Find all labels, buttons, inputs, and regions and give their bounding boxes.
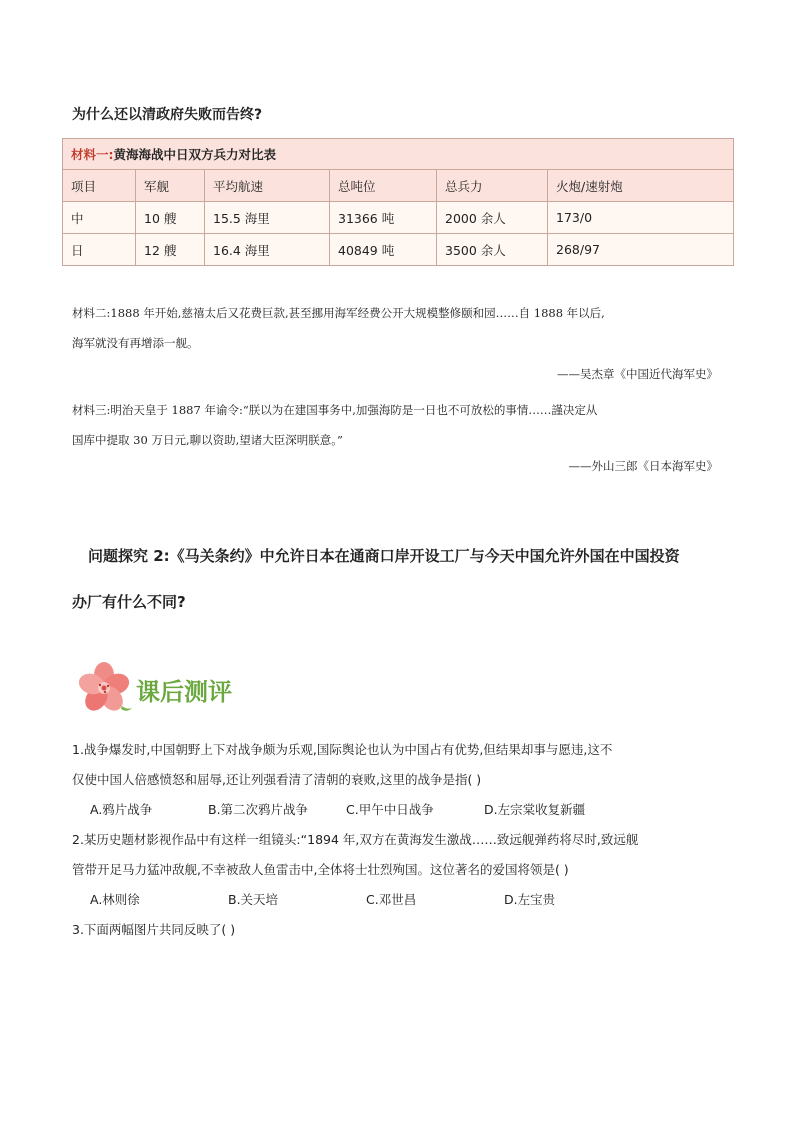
option-b[interactable]: B.第二次鸦片战争: [208, 802, 309, 817]
question-1-line1: 1.战争爆发时,中国朝野上下对战争颇为乐观,国际舆论也认为中国占有优势,但结果却事与愿违,这不: [72, 742, 613, 757]
header-cell: 军舰: [136, 170, 205, 202]
table-caption: [63, 139, 734, 170]
option-c[interactable]: C.邓世昌: [366, 892, 417, 907]
table-cell: 日: [63, 234, 136, 266]
question-2-options: [72, 885, 732, 915]
material2-source: ——吴杰章《中国近代海军史》: [557, 367, 718, 381]
quiz-list: [72, 735, 732, 945]
header-cell: 总吨位: [330, 170, 437, 202]
option-c[interactable]: C.甲午中日战争: [346, 802, 434, 817]
table-cell: 16.4 海里: [205, 234, 330, 266]
table-cell: 12 艘: [136, 234, 205, 266]
question-2: [72, 825, 732, 915]
table-cell: 10 艘: [136, 202, 205, 234]
option-a[interactable]: A.林则徐: [90, 892, 140, 907]
table-cell: 15.5 海里: [205, 202, 330, 234]
inquiry2-line2: 办厂有什么不同?: [72, 593, 186, 611]
caption-lead: 材料一:: [71, 147, 114, 162]
table-row: [63, 202, 734, 234]
material3-line2: 国库中提取 30 万日元,聊以资助,望诸大臣深明朕意。”: [72, 433, 343, 447]
material2-line2: 海军就没有再增添一舰。: [72, 336, 199, 350]
material2: [72, 298, 722, 358]
option-d[interactable]: D.左宝贵: [504, 892, 556, 907]
table-cell: 268/97: [548, 234, 734, 266]
table-cell: 31366 吨: [330, 202, 437, 234]
header-cell: 火炮/速射炮: [548, 170, 734, 202]
question-1: [72, 735, 732, 825]
header-cell: 平均航速: [205, 170, 330, 202]
option-d[interactable]: D.左宗棠收复新疆: [484, 802, 586, 817]
material3-source: ——外山三郎《日本海军史》: [568, 459, 718, 473]
inquiry2: [72, 533, 738, 625]
material3: [72, 395, 722, 455]
table-cell: 中: [63, 202, 136, 234]
flower-icon: [74, 658, 134, 718]
table-cell: 173/0: [548, 202, 734, 234]
table-caption-row: [63, 139, 734, 170]
header-cell: 项目: [63, 170, 136, 202]
question-title: 为什么还以清政府失败而告终?: [72, 107, 263, 123]
table-cell: 3500 余人: [437, 234, 548, 266]
question-2-line1: 2.某历史题材影视作品中有这样一组镜头:“1894 年,双方在黄海发生激战……致远舰弹药将尽时,致远舰: [72, 832, 639, 847]
material3-line1: 材料三:明治天皇于 1887 年谕令:“朕以为在建国事务中,加强海防是一日也不可放松的事情……謹决定从: [72, 403, 598, 417]
question-2-line2: 管带开足马力猛冲敌舰,不幸被敌人鱼雷击中,全体将士壮烈殉国。这位著名的爱国将领是( ): [72, 862, 569, 877]
question-3: [72, 915, 732, 945]
table-row: [63, 234, 734, 266]
section-header: [74, 658, 232, 718]
table-cell: 2000 余人: [437, 202, 548, 234]
table-cell: 40849 吨: [330, 234, 437, 266]
caption-text: 黄海海战中日双方兵力对比表: [113, 147, 277, 162]
question-1-options: [72, 795, 732, 825]
material1-table: [62, 138, 734, 266]
inquiry2-line1: 问题探究 2:《马关条约》中允许日本在通商口岸开设工厂与今天中国允许外国在中国投资: [88, 547, 680, 565]
header-cell: 总兵力: [437, 170, 548, 202]
option-b[interactable]: B.关天培: [228, 892, 279, 907]
material2-line1: 材料二:1888 年开始,慈禧太后又花费巨款,甚至挪用海军经费公开大规模整修颐和园……自 1888 年以后,: [72, 306, 605, 320]
question-3-line1: 3.下面两幅图片共同反映了( ): [72, 922, 236, 937]
section-title: 课后测评: [136, 678, 232, 706]
question-1-line2: 仅使中国人倍感愤怒和屈辱,还让列强看清了清朝的衰败,这里的战争是指( ): [72, 772, 482, 787]
option-a[interactable]: A.鸦片战争: [90, 802, 153, 817]
table-header-row: [63, 170, 734, 202]
